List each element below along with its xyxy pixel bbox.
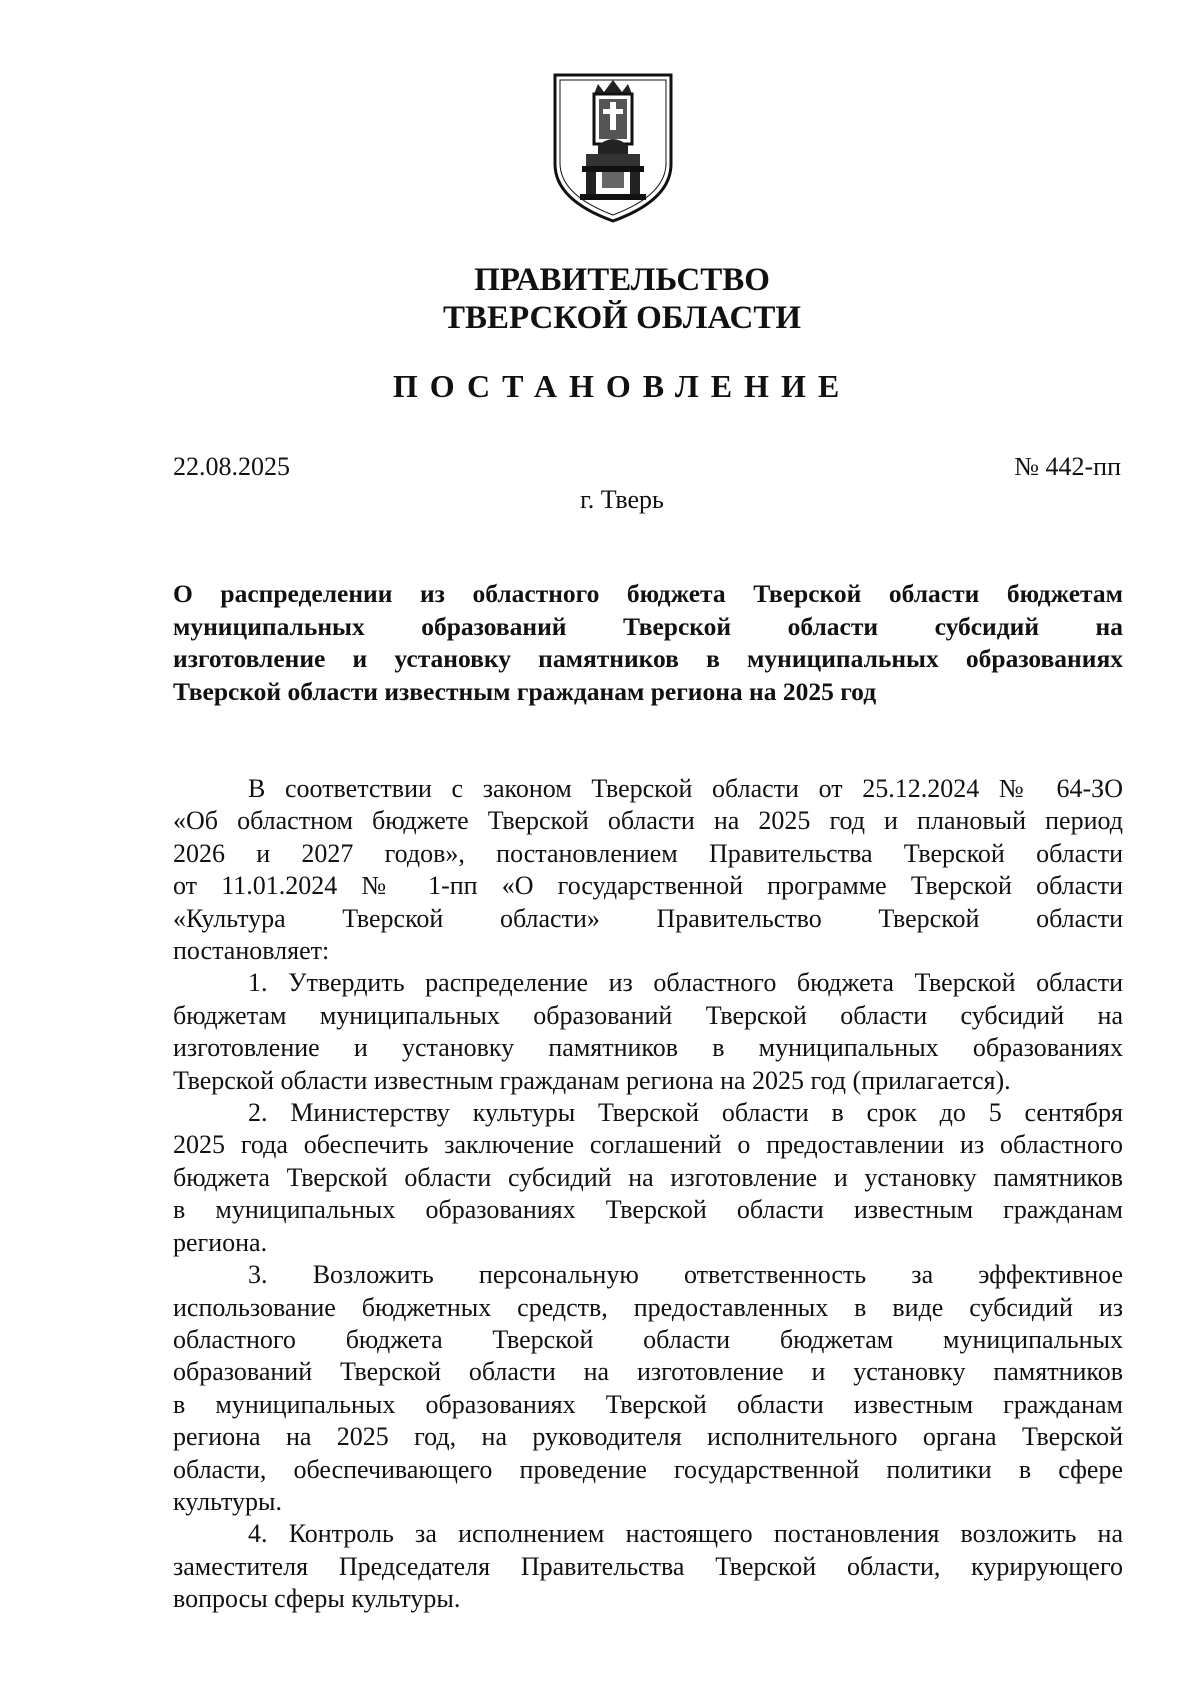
document-city: г. Тверь [580, 485, 664, 514]
body-line: бюджетам муниципальных образований Тверской области субсидий на [173, 1000, 1123, 1030]
body-line: в муниципальных образованиях Тверской области известным гражданам [173, 1195, 1123, 1225]
body-line: 2. Министерству культуры Тверской области в срок до 5 сентября [248, 1098, 1123, 1128]
body-line: Тверской области известным гражданам региона на 2025 год (прилагается). [173, 1065, 1011, 1095]
body-line: области, обеспечивающего проведение государственной политики в сфере [173, 1454, 1123, 1484]
body-line: постановляет: [173, 936, 330, 966]
body-line: 2026 и 2027 годов», постановлением Правительства Тверской области [173, 838, 1123, 868]
body-line: бюджета Тверской области субсидий на изготовление и установку памятников [173, 1162, 1123, 1192]
body-line: 4. Контроль за исполнением настоящего постановления возложить на [248, 1519, 1123, 1549]
body-line: образований Тверской области на изготовление и установку памятников [173, 1357, 1123, 1387]
body-line: культуры. [173, 1486, 282, 1516]
body-line: 1. Утвердить распределение из областного бюджета Тверской области [248, 968, 1123, 998]
document-number: № 442-пп [1014, 452, 1121, 481]
coat-of-arms-icon [552, 72, 674, 224]
body-line: изготовление и установку памятников в муниципальных образованиях [173, 1033, 1123, 1063]
body-line: региона. [173, 1227, 268, 1257]
document-type: ПОСТАНОВЛЕНИЕ [392, 368, 852, 404]
body-line: в муниципальных образованиях Тверской области известным гражданам [173, 1389, 1123, 1419]
subject-line: Тверской области известным гражданам региона на 2025 год [173, 676, 877, 706]
body-line: «Об областном бюджете Тверской области на 2025 год и плановый период [173, 806, 1123, 836]
body-line: 2025 года обеспечить заключение соглашений о предоставлении из областного [173, 1130, 1123, 1160]
body-line: от 11.01.2024 № 1-пп «О государственной программе Тверской области [173, 871, 1123, 901]
body-line: «Культура Тверской области» Правительство Тверской области [173, 903, 1123, 933]
org-title-line2: ТВЕРСКОЙ ОБЛАСТИ [442, 300, 802, 336]
body-line: заместителя Председателя Правительства Тверской области, курирующего [173, 1551, 1123, 1581]
body-line: использование бюджетных средств, предоставленных в виде субсидий из [173, 1292, 1123, 1322]
body-line: 3. Возложить персональную ответственность за эффективное [248, 1260, 1123, 1290]
subject-line: муниципальных образований Тверской области субсидий на [173, 611, 1123, 641]
body-line: В соответствии с законом Тверской области от 25.12.2024 № 64-ЗО [248, 774, 1123, 803]
document-date: 22.08.2025 [173, 452, 290, 481]
subject-line: изготовление и установку памятников в муниципальных образованиях [173, 644, 1123, 673]
body-line: региона на 2025 год, на руководителя исполнительного органа Тверской [173, 1422, 1123, 1452]
subject-line: О распределении из областного бюджета Тверской области бюджетам [173, 579, 1123, 608]
document-body [173, 773, 1123, 1616]
document-subject [173, 578, 1123, 708]
body-line: областного бюджета Тверской области бюджетам муниципальных [173, 1324, 1123, 1354]
body-line: вопросы сферы культуры. [173, 1584, 461, 1614]
org-title-line1: ПРАВИТЕЛЬСТВО [474, 262, 770, 298]
